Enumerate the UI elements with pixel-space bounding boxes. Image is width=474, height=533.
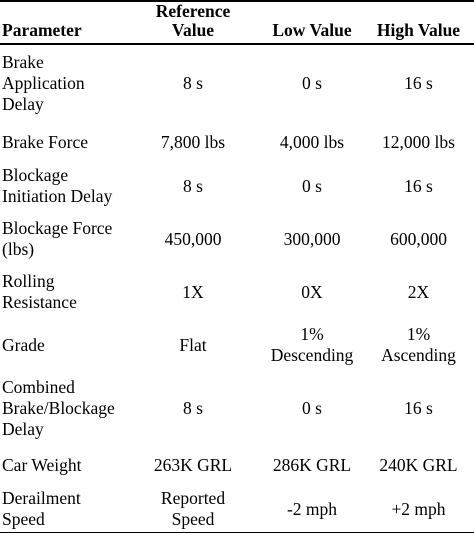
low-cell: 1% Descending — [270, 324, 354, 365]
low-cell: 0X — [301, 281, 323, 302]
high-cell: 16 s — [404, 175, 433, 196]
parameter-cell: Rolling Resistance — [2, 271, 77, 312]
parameter-cell: Brake Force — [2, 131, 89, 152]
header-rule — [0, 43, 474, 45]
table-header-row — [0, 1, 474, 43]
high-cell: +2 mph — [391, 498, 446, 519]
low-cell: 4,000 lbs — [279, 131, 345, 152]
parameter-cell: Blockage Initiation Delay — [2, 165, 113, 206]
parameter-cell: Car Weight — [2, 454, 82, 475]
table-row — [0, 50, 474, 116]
table-row — [0, 164, 474, 208]
high-cell: 1% Ascending — [381, 324, 456, 365]
reference-cell: 7,800 lbs — [160, 131, 226, 152]
reference-cell: 1X — [182, 281, 204, 302]
low-cell: 0 s — [302, 397, 322, 418]
reference-cell: 8 s — [183, 397, 203, 418]
table-row — [0, 270, 474, 314]
table-row — [0, 375, 474, 441]
reference-cell: 8 s — [183, 175, 203, 196]
high-cell: 12,000 lbs — [382, 131, 455, 152]
table-row — [0, 452, 474, 478]
header-parameter: Parameter — [2, 20, 82, 40]
header-reference-value: Reference Value — [155, 1, 231, 40]
header-low-value: Low Value — [272, 20, 352, 40]
parameter-cell: Blockage Force (lbs) — [2, 218, 113, 259]
parameter-cell: Derailment Speed — [2, 488, 81, 529]
parameter-cell: Grade — [2, 334, 45, 355]
table-row — [0, 487, 474, 531]
low-cell: 0 s — [302, 175, 322, 196]
reference-cell: 263K GRL — [153, 454, 233, 475]
reference-cell: Flat — [179, 334, 207, 355]
low-cell: 286K GRL — [272, 454, 352, 475]
reference-cell: Reported Speed — [160, 488, 226, 529]
high-cell: 16 s — [404, 397, 433, 418]
parameter-cell: Brake Application Delay — [2, 51, 85, 114]
low-cell: 0 s — [302, 72, 322, 93]
reference-cell: 8 s — [183, 72, 203, 93]
low-cell: -2 mph — [286, 498, 338, 519]
high-cell: 16 s — [404, 72, 433, 93]
table-row — [0, 323, 474, 367]
header-high-value: High Value — [376, 20, 461, 40]
high-cell: 600,000 — [390, 228, 447, 249]
high-cell: 2X — [407, 281, 430, 302]
table-row — [0, 217, 474, 261]
high-cell: 240K GRL — [379, 454, 458, 475]
low-cell: 300,000 — [283, 228, 341, 249]
table-row — [0, 120, 474, 164]
parameter-cell: Combined Brake/Blockage Delay — [2, 376, 115, 439]
reference-cell: 450,000 — [164, 228, 222, 249]
